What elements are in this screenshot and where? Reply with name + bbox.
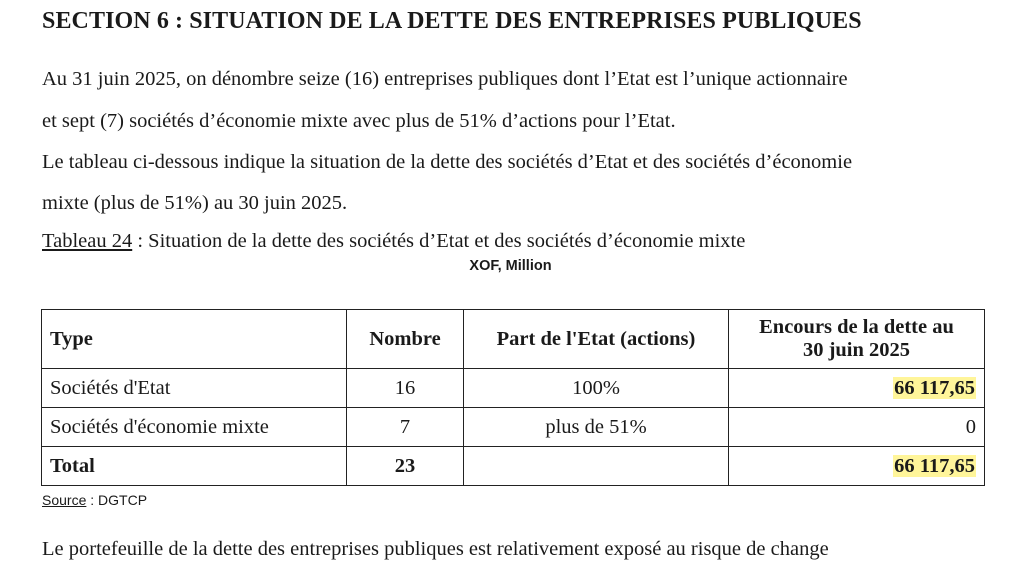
source-note xyxy=(42,492,147,508)
header-encours-line2: 30 juin 2025 xyxy=(802,339,911,361)
table-row xyxy=(42,408,985,447)
cell-nombre: 7 xyxy=(347,408,464,447)
header-encours-line1: Encours de la dette au xyxy=(759,316,954,338)
total-part xyxy=(464,447,729,486)
cell-type: Sociétés d'économie mixte xyxy=(42,408,347,447)
cell-part: plus de 51% xyxy=(464,408,729,447)
cell-encours: 0 xyxy=(729,408,985,447)
paragraph-3-line-1: Le portefeuille de la dette des entreprises publiques est relativement exposé au risque de change xyxy=(42,538,829,560)
cell-encours xyxy=(729,369,985,408)
cell-part: 100% xyxy=(464,369,729,408)
highlighted-value: 66 117,65 xyxy=(894,376,975,399)
total-label: Total xyxy=(42,447,347,486)
paragraph-1-line-2: et sept (7) sociétés d’économie mixte avec plus de 51% d’actions pour l’Etat. xyxy=(42,110,676,132)
table-caption-text: : Situation de la dette des sociétés d’Etat et des sociétés d’économie mixte xyxy=(132,230,746,252)
cell-type: Sociétés d'Etat xyxy=(42,369,347,408)
table-header-row xyxy=(42,310,985,369)
table-total-row xyxy=(42,447,985,486)
paragraph-2-line-1: Le tableau ci-dessous indique la situation de la dette des sociétés d’Etat et des sociétés d’économie xyxy=(42,151,853,173)
total-encours xyxy=(729,447,985,486)
table-row xyxy=(42,369,985,408)
header-encours xyxy=(729,310,985,369)
section-heading: SECTION 6 : SITUATION DE LA DETTE DES ENTREPRISES PUBLIQUES xyxy=(42,8,862,34)
table-caption-label: Tableau 24 xyxy=(42,230,133,252)
debt-table xyxy=(41,309,985,486)
paragraph-1-line-1: Au 31 juin 2025, on dénombre seize (16) entreprises publiques dont l’Etat est l’unique actionnaire xyxy=(42,68,848,90)
cell-nombre: 16 xyxy=(347,369,464,408)
source-label: Source xyxy=(42,492,87,508)
paragraph-2-line-2: mixte (plus de 51%) au 30 juin 2025. xyxy=(42,192,348,214)
highlighted-value: 66 117,65 xyxy=(894,454,975,477)
header-type: Type xyxy=(42,310,347,369)
header-nombre: Nombre xyxy=(347,310,464,369)
total-nombre: 23 xyxy=(347,447,464,486)
source-text: : DGTCP xyxy=(86,492,148,508)
table-caption xyxy=(42,230,745,253)
header-part: Part de l'Etat (actions) xyxy=(464,310,729,369)
unit-label: XOF, Million xyxy=(469,258,552,274)
